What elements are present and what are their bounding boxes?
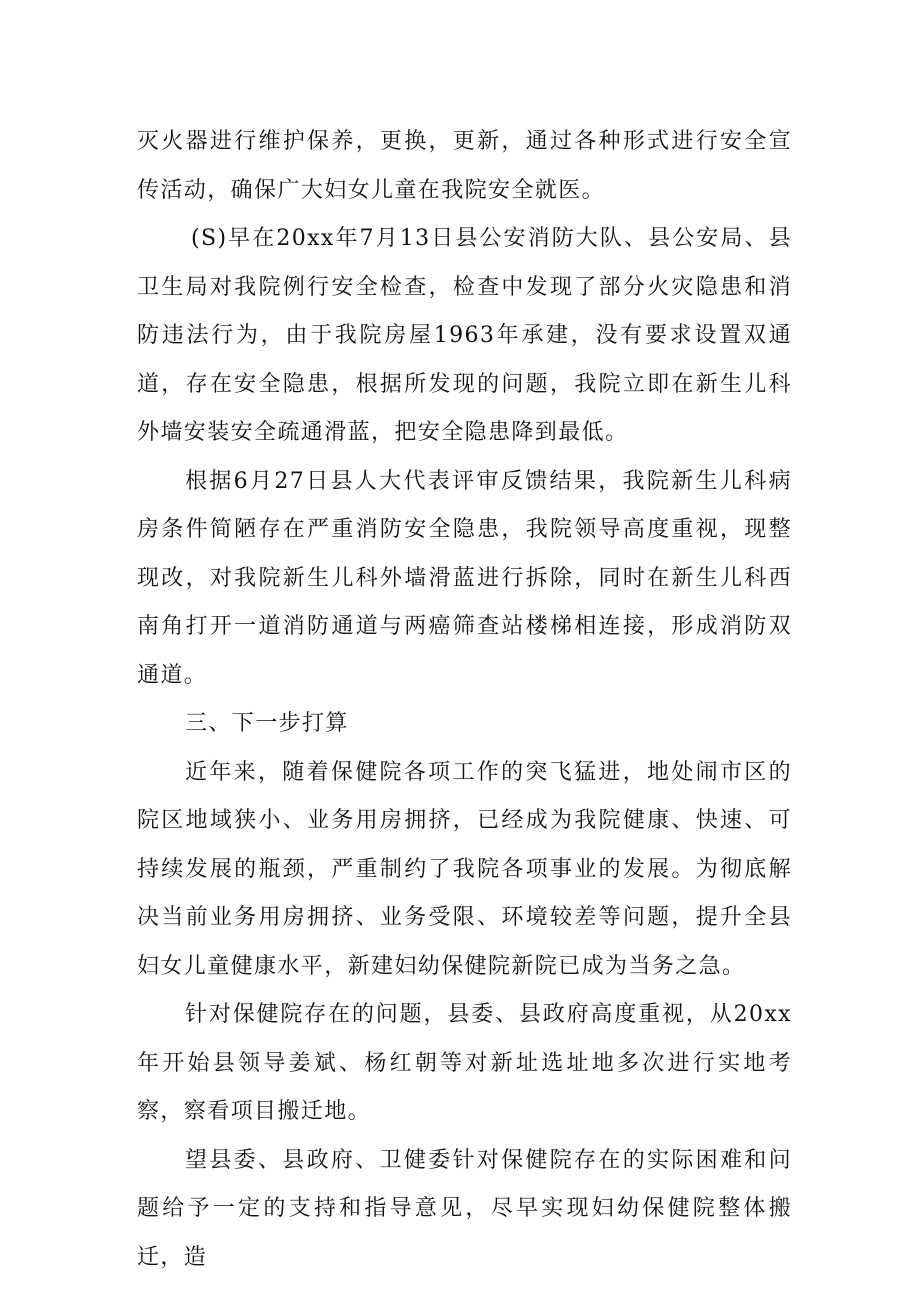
document-body — [137, 118, 792, 1282]
paragraph-government-attention: 针对保健院存在的问题，县委、县政府高度重视，从20xx年开始县领导姜斌、杨红朝等对新址选址地多次进行实地考察，察看项目搬迁地。 — [137, 1002, 792, 1124]
paragraph-review-feedback: 根据6月27日县人大代表评审反馈结果，我院新生儿科病房条件简陋存在严重消防安全隐患，我院领导高度重视，现整现改，对我院新生儿科外墙滑蓝进行拆除，同时在新生儿科西南角打开一道消防通道与两癌筛查站楼梯相连接，形成消防双通道。 — [137, 468, 792, 688]
paragraph-continuation: 灭火器进行维护保养，更换，更新，通过各种形式进行安全宣传活动，确保广大妇女儿童在我院安全就医。 — [137, 129, 792, 203]
paragraph-fire-inspection: (S)早在20xx年7月13日县公安消防大队、县公安局、县卫生局对我院例行安全检查，检查中发现了部分火灾隐患和消防违法行为，由于我院房屋1963年承建，没有要求设置双通道，存在安全隐患，根据所发现的问题，我院立即在新生儿科外墙安装安全疏通滑蓝，把安全隐患降到最低。 — [137, 226, 792, 445]
paragraph-request-support: 望县委、县政府、卫健委针对保健院存在的实际困难和问题给予一定的支持和指导意见，尽早实现妇幼保健院整体搬迁，造 — [137, 1147, 792, 1270]
section-heading-next-steps: 三、下一步打算 — [185, 711, 349, 736]
paragraph-recent-years: 近年来，随着保健院各项工作的突飞猛进，地处闹市区的院区地域狭小、业务用房拥挤，已经成为我院健康、快速、可持续发展的瓶颈，严重制约了我院各项事业的发展。为彻底解决当前业务用房拥挤、业务受限、环境较差等问题，提升全县妇女儿童健康水平，新建妇幼保健院新院已成为当务之急。 — [137, 759, 792, 979]
